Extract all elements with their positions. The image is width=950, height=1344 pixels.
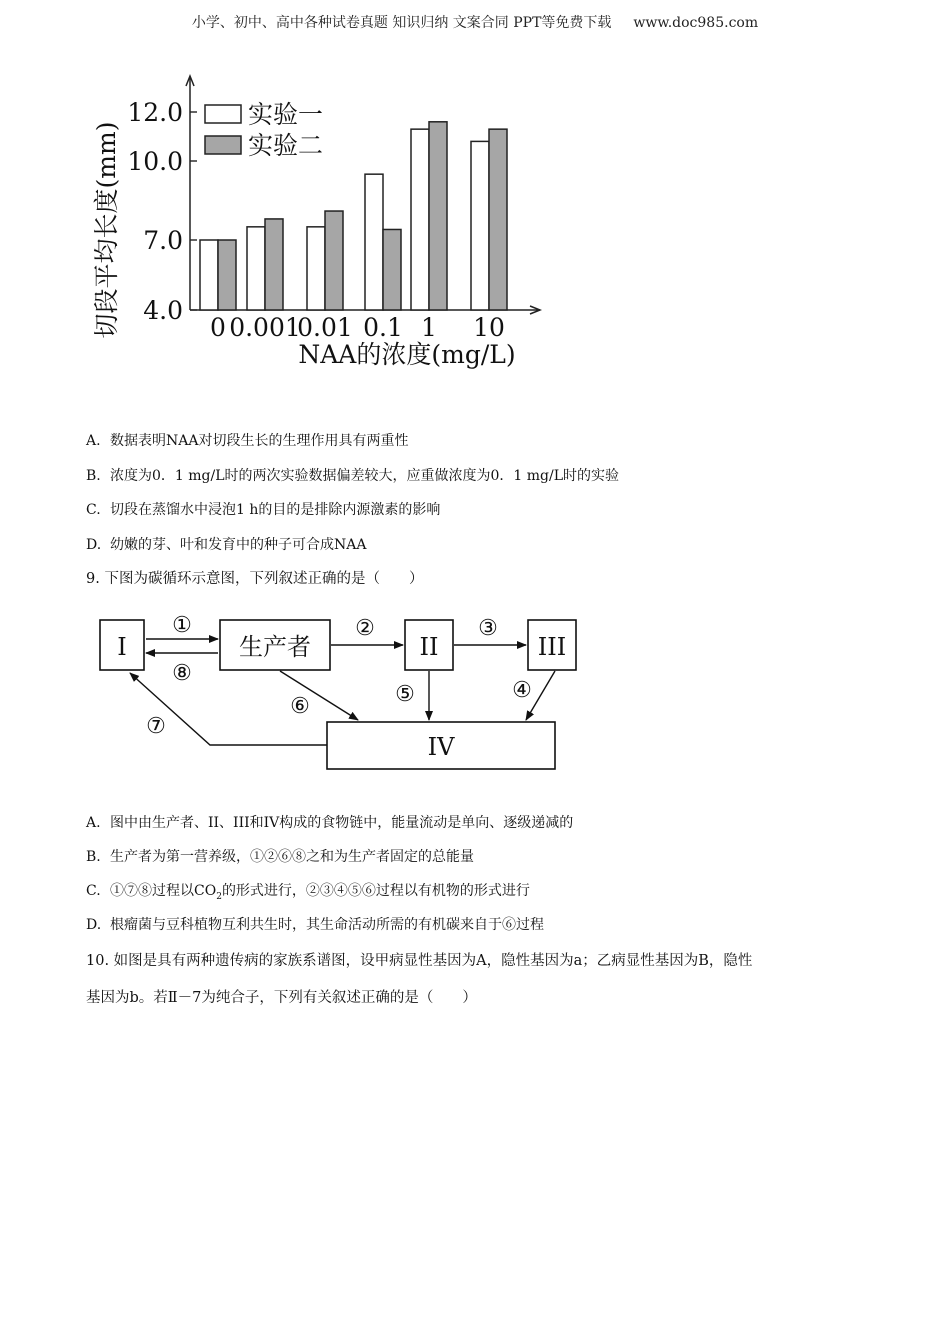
x-tick-label: 0	[210, 313, 226, 342]
legend-label-2: 实验二	[248, 131, 324, 160]
q8-option-d: D. 幼嫩的芽、叶和发育中的种子可合成NAA	[86, 537, 367, 553]
header-site: www.doc985.com	[633, 15, 759, 31]
bar-series1-0	[200, 240, 218, 310]
label-producer: 生产者	[239, 633, 311, 661]
num-5: ⑤	[395, 682, 415, 707]
num-8: ⑧	[172, 661, 192, 686]
q9-stem: 9. 下图为碳循环示意图，下列叙述正确的是（ ）	[86, 571, 424, 587]
x-tick-label: 0.01	[297, 313, 353, 342]
num-4: ④	[512, 678, 532, 703]
legend-swatch-2	[205, 136, 241, 154]
carbon-cycle-diagram	[90, 605, 590, 780]
y-tick-label: 4.0	[143, 296, 183, 325]
x-tick-label: 10	[473, 313, 505, 342]
x-axis-label: NAA的浓度(mg/L)	[298, 340, 516, 369]
bar-series1-0.001	[247, 227, 265, 310]
q9-option-b: B. 生产者为第一营养级，①②⑥⑧之和为生产者固定的总能量	[86, 849, 474, 865]
y-tick-label: 10.0	[127, 147, 183, 176]
header-text: 小学、初中、高中各种试卷真题 知识归纳 文案合同 PPT等免费下载	[191, 15, 612, 31]
num-3: ③	[478, 616, 498, 641]
num-2: ②	[355, 616, 375, 641]
bar-series2-1	[429, 122, 447, 310]
label-box-iii: III	[537, 633, 567, 661]
bar-series1-1	[411, 129, 429, 310]
bar-series1-0.01	[307, 227, 325, 310]
label-box-ii: II	[419, 633, 439, 661]
y-axis-label: 切段平均长度(mm)	[92, 121, 121, 339]
y-tick-label: 12.0	[127, 98, 183, 127]
x-tick-label: 1	[421, 313, 437, 342]
label-box-i: I	[117, 633, 127, 661]
bar-series2-10	[489, 129, 507, 310]
q9-option-d: D. 根瘤菌与豆科植物互利共生时，其生命活动所需的有机碳来自于⑥过程	[86, 917, 544, 933]
label-box-iv: IV	[427, 733, 455, 761]
q8-option-a: A. 数据表明NAA对切段生长的生理作用具有两重性	[86, 433, 409, 449]
q8-option-b: B. 浓度为0．1 mg/L时的两次实验数据偏差较大，应重做浓度为0．1 mg/L时的实验	[86, 468, 620, 484]
x-tick-label: 0.001	[229, 313, 301, 342]
chart-bars	[200, 122, 507, 310]
naa-bar-chart	[85, 70, 585, 380]
y-tick-label: 7.0	[143, 226, 183, 255]
legend-label-1: 实验一	[248, 100, 324, 129]
bar-series1-0.1	[365, 174, 383, 310]
q9-option-c: C. ①⑦⑧过程以$CO_2$的形式进行，②③④⑤⑥过程以有机物的形式进行	[86, 883, 530, 902]
num-7: ⑦	[146, 714, 166, 739]
x-tick-label: 0.1	[363, 313, 403, 342]
num-1: ①	[172, 613, 192, 638]
bar-series2-0.001	[265, 219, 283, 310]
q10-stem-line2: 基因为b。若Ⅱ－7为纯合子，下列有关叙述正确的是（ ）	[86, 990, 477, 1006]
num-6: ⑥	[290, 694, 310, 719]
page-header	[0, 12, 950, 32]
chart-text	[92, 98, 516, 369]
bar-series2-0	[218, 240, 236, 310]
q10-stem-line1: 10. 如图是具有两种遗传病的家族系谱图，设甲病显性基因为A，隐性基因为a；乙病显性基因为B，隐性	[86, 953, 753, 969]
bar-series2-0.01	[325, 211, 343, 310]
bar-series2-0.1	[383, 229, 401, 310]
bar-series1-10	[471, 141, 489, 310]
q9-option-a: A. 图中由生产者、II、III和IV构成的食物链中，能量流动是单向、逐级递减的	[86, 815, 574, 831]
q8-option-c: C. 切段在蒸馏水中浸泡1 h的目的是排除内源激素的影响	[86, 502, 441, 518]
legend-swatch-1	[205, 105, 241, 123]
